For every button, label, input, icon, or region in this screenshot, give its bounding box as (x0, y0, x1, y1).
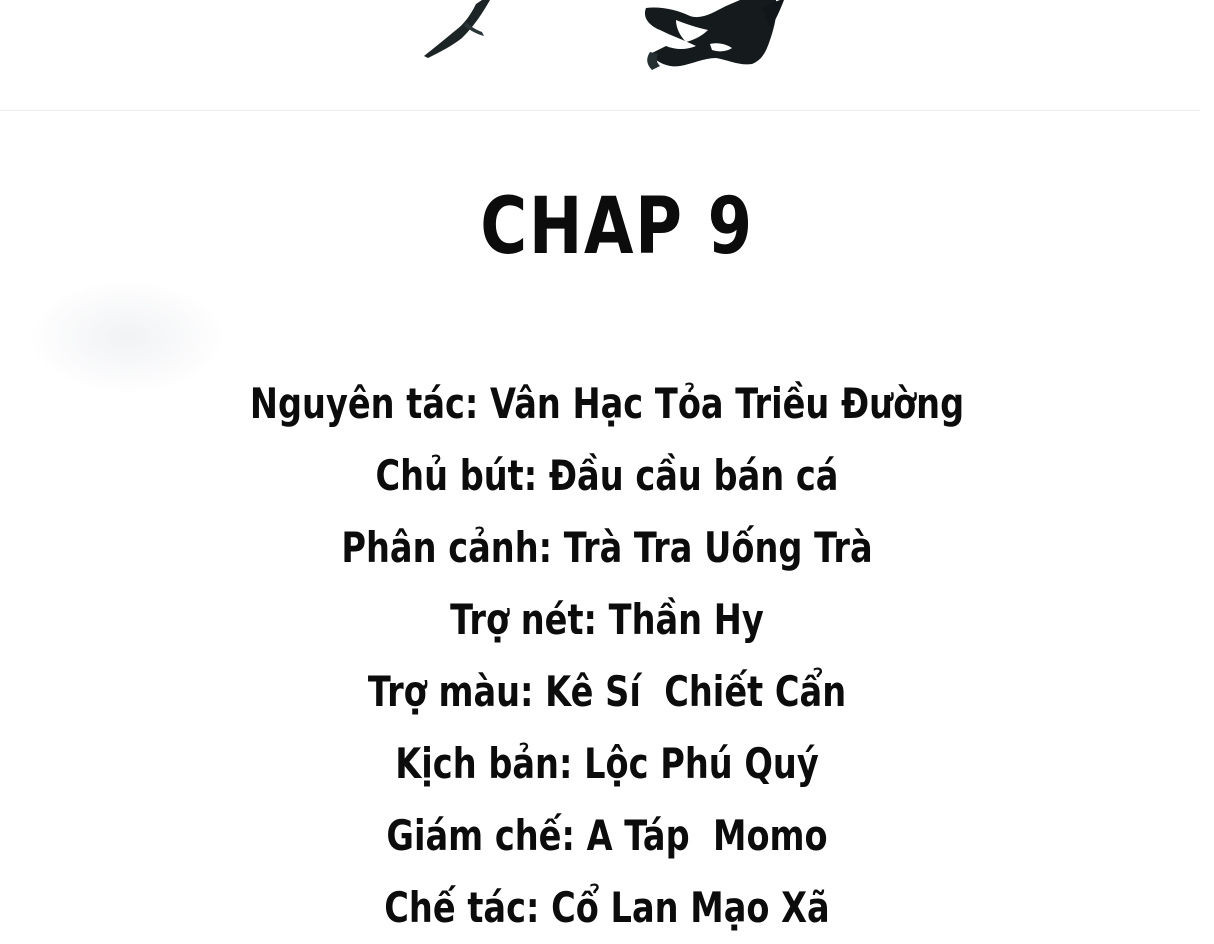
chapter-title: CHAP 9 (480, 182, 754, 272)
credit-production: Chế tác: Cổ Lan Mạo Xã (384, 883, 830, 932)
credits-list (0, 368, 1214, 944)
credit-color-assistant: Trợ màu: Kê Sí Chiết Cẩn (367, 667, 847, 716)
ink-brush-art-icon (410, 0, 800, 80)
credit-supervisor: Giám chế: A Táp Momo (386, 811, 828, 860)
credit-line-assistant: Trợ nét: Thần Hy (450, 595, 764, 644)
previous-panel-strip (0, 0, 1200, 111)
credit-lead-artist: Chủ bút: Đầu cầu bán cá (375, 451, 839, 500)
credit-script: Kịch bản: Lộc Phú Quý (395, 739, 819, 788)
credit-storyboard: Phân cảnh: Trà Tra Uống Trà (341, 523, 873, 572)
credit-original-author: Nguyên tác: Vân Hạc Tỏa Triều Đường (249, 379, 965, 428)
